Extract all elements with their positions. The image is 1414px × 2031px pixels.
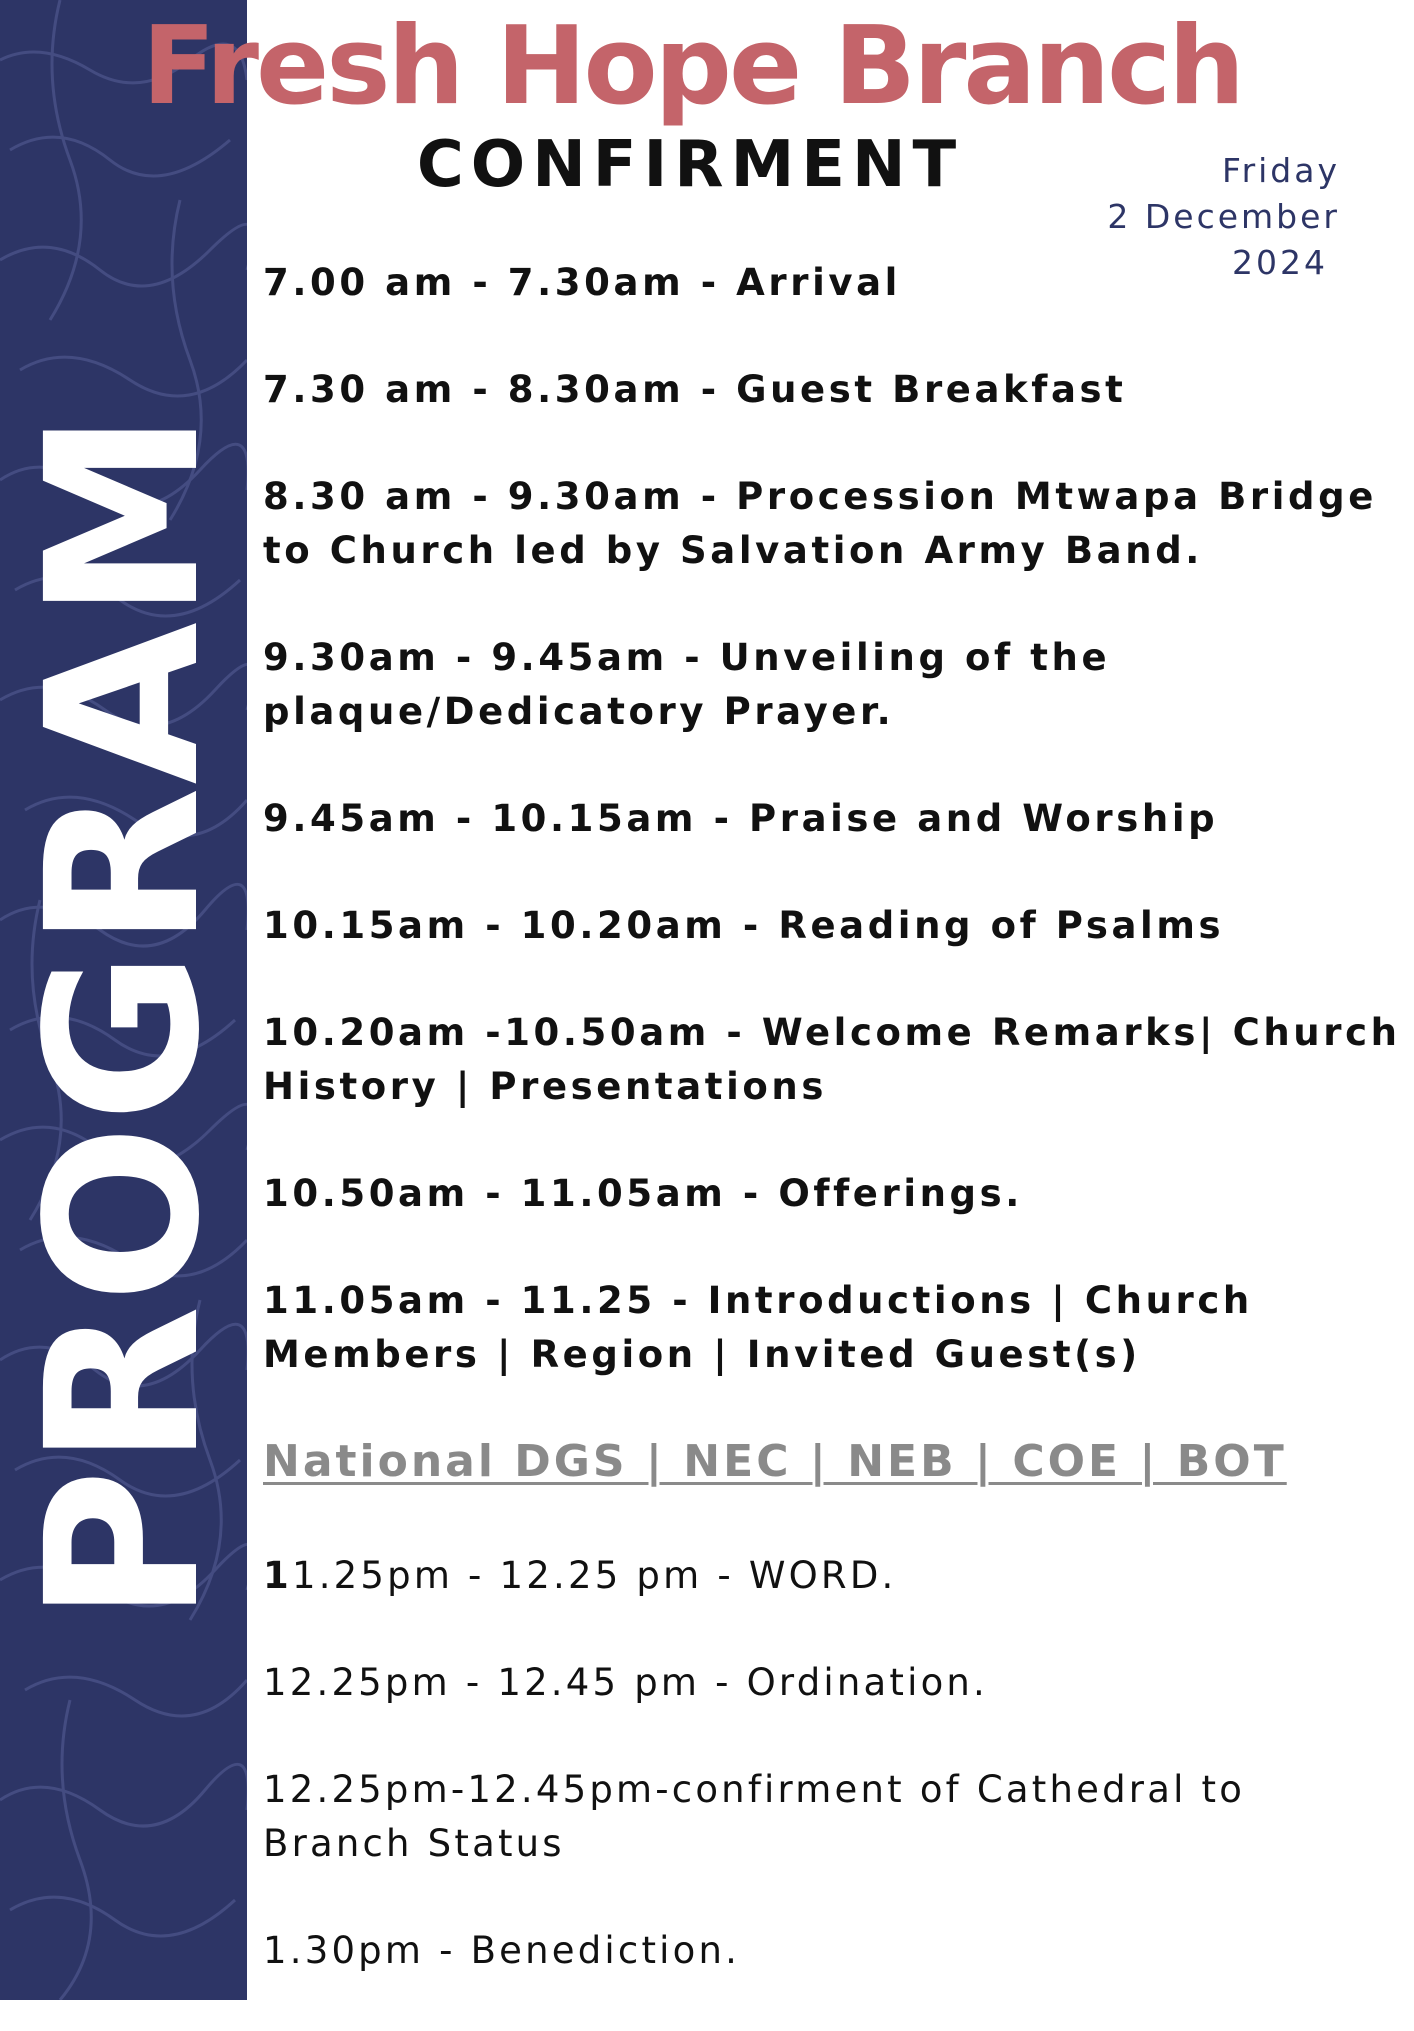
schedule-line: plaque/Dedicatory Prayer.	[263, 690, 895, 733]
schedule-line-justified	[263, 1763, 1391, 1817]
date-day: Friday	[1221, 151, 1340, 190]
schedule-line: 7.30 am - 8.30am - Guest Breakfast	[263, 368, 1127, 411]
schedule-line-first-char: 1	[263, 1554, 292, 1597]
schedule-item-unveiling	[263, 631, 1393, 739]
schedule-item-psalms	[263, 899, 1393, 953]
schedule-item-benediction	[263, 1924, 1393, 1978]
schedule-line: 1.30pm - Benediction.	[263, 1929, 741, 1972]
schedule-word: to	[1201, 1768, 1246, 1811]
schedule-line: 10.50am - 11.05am - Offerings.	[263, 1172, 1023, 1215]
date-day-month: 2 December	[1107, 197, 1340, 236]
program-schedule	[263, 256, 1401, 2031]
schedule-line: 12.25pm - 12.45 pm - Ordination.	[263, 1661, 989, 1704]
schedule-item-word	[263, 1549, 1393, 1603]
schedule-line: Branch Status	[263, 1822, 565, 1865]
schedule-line: 11.05am - 11.25 - Introductions | Church	[263, 1279, 1253, 1322]
event-title: CONFIRMENT	[416, 128, 964, 202]
program-vertical-title: PROGRAM	[1, 409, 246, 1623]
schedule-item-praise	[263, 792, 1393, 846]
branch-title: Fresh Hope Branch	[141, 4, 1243, 129]
schedule-line: 8.30 am - 9.30am - Procession Mtwapa Bridge	[263, 475, 1377, 518]
schedule-word: 12.25pm-12.45pm-confirment	[263, 1768, 905, 1811]
schedule-word: of	[919, 1768, 962, 1811]
schedule-line: Members | Region | Invited Guest(s)	[263, 1333, 1141, 1376]
schedule-line: History | Presentations	[263, 1065, 827, 1108]
schedule-line: 9.30am - 9.45am - Unveiling of the	[263, 636, 1111, 679]
schedule-item-offerings	[263, 1167, 1393, 1221]
schedule-item-introductions	[263, 1274, 1393, 1382]
schedule-line: 9.45am - 10.15am - Praise and Worship	[263, 797, 1219, 840]
date-year: 2024	[1232, 243, 1328, 282]
schedule-item-arrival	[263, 256, 1393, 310]
schedule-item-procession	[263, 470, 1393, 578]
schedule-line: 10.15am - 10.20am - Reading of Psalms	[263, 904, 1225, 947]
schedule-line: to Church led by Salvation Army Band.	[263, 529, 1203, 572]
schedule-word: Cathedral	[976, 1768, 1187, 1811]
schedule-line-rest: 1.25pm - 12.25 pm - WORD.	[291, 1554, 897, 1597]
schedule-line: 10.20am -10.50am - Welcome Remarks| Church	[263, 1011, 1401, 1054]
dignitaries-list: National DGS | NEC | NEB | COE | BOT	[263, 1436, 1287, 1487]
schedule-line: 7.00 am - 7.30am - Arrival	[263, 261, 901, 304]
schedule-item-ordination	[263, 1656, 1393, 1710]
schedule-line	[263, 1549, 1393, 1603]
schedule-item-welcome	[263, 1006, 1401, 1114]
schedule-item-cathedral-confirment	[263, 1763, 1393, 1871]
schedule-item-breakfast	[263, 363, 1393, 417]
side-banner	[0, 0, 247, 2000]
